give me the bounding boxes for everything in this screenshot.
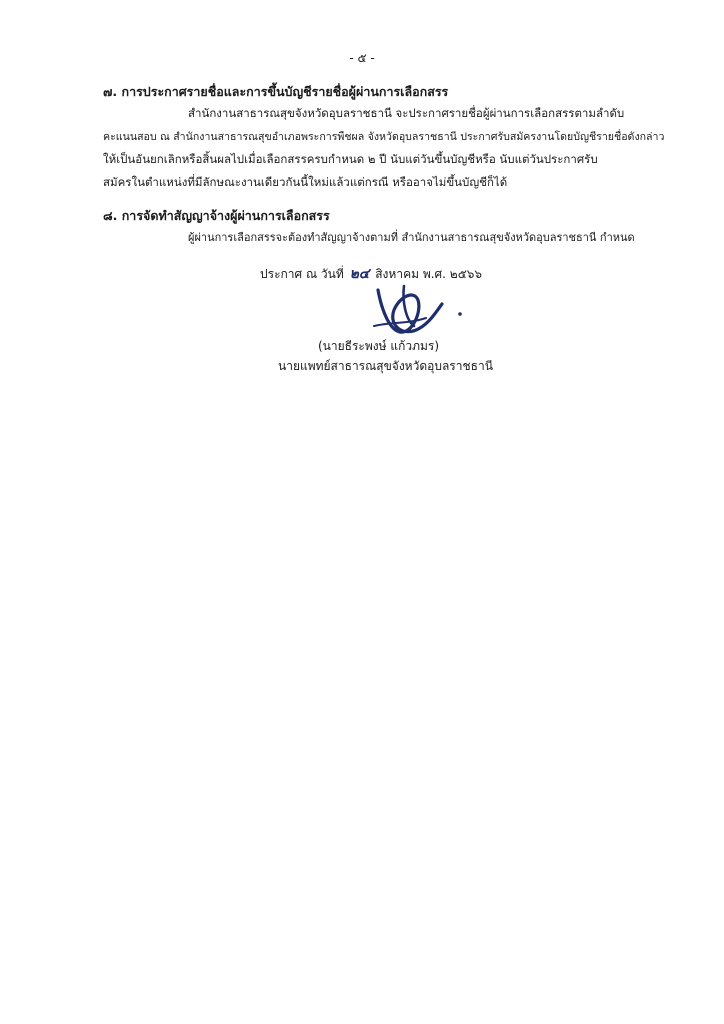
section-7-paragraph-line: คะแนนสอบ ณ สำนักงานสาธารณสุขอำเภอพระการพืชผล จังหวัดอุบลราชธานี ประกาศรับสมัครงานโดยบัญชีรายชื่อดังกล่าว [103,131,665,143]
section-8-heading: ๘. การจัดทำสัญญาจ้างผู้ผ่านการเลือกสรร [103,208,330,223]
announcement-suffix: สิงหาคม พ.ศ. ๒๕๖๖ [375,267,483,281]
section-7-heading: ๗. การประกาศรายชื่อและการขึ้นบัญชีรายชื่อผู้ผ่านการเลือกสรร [103,84,449,99]
announcement-prefix: ประกาศ ณ วันที่ [260,267,344,281]
section-7-paragraph-line: ให้เป็นอันยกเลิกหรือสิ้นผลไปเมื่อเลือกสรรครบกำหนด ๒ ปี นับแต่วันขึ้นบัญชีหรือ นับแต่วันประกาศรับ [103,152,598,166]
signer-title: นายแพทย์สาธารณสุขจังหวัดอุบลราชธานี [278,359,493,373]
handwritten-day: ๒๔ [349,266,370,282]
section-8-paragraph-line: ผู้ผ่านการเลือกสรรจะต้องทำสัญญาจ้างตามที่ สำนักงานสาธารณสุขจังหวัดอุบลราชธานี กำหนด [188,231,635,244]
handwritten-signature [360,282,470,342]
signer-name: (นายธีระพงษ์ แก้วภมร) [318,339,440,353]
section-7-paragraph-line: สำนักงานสาธารณสุขจังหวัดอุบลราชธานี จะประกาศรายชื่อผู้ผ่านการเลือกสรรตามลำดับ [188,106,625,120]
section-7-paragraph-line: สมัครในตำแหน่งที่มีลักษณะงานเดียวกันนี้ใหม่แล้วแต่กรณี หรืออาจไม่ขึ้นบัญชีก็ได้ [103,175,508,189]
page-number: - ๕ - [349,51,375,65]
